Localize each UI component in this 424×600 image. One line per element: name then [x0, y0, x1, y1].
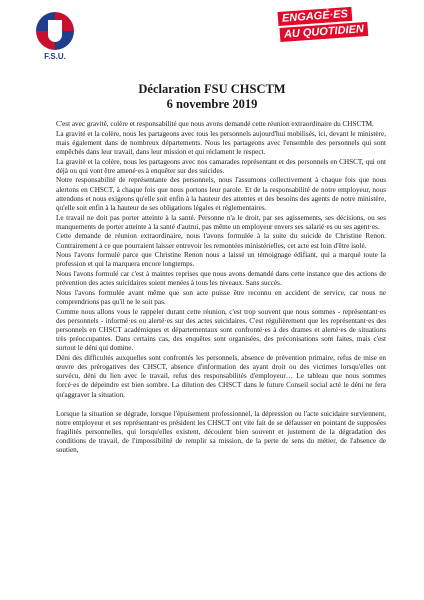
fsu-logo-text: F.S.U.	[44, 52, 66, 61]
paragraph: La gravité et la colère, nous les partageons avec nos camarades représentant et des personnels en CHSCT, qui ont déjà ou qui vont être amené·es à enquêter sur des suicides.	[56, 157, 386, 175]
paragraph: Le travail ne doit pas porter atteinte à la santé. Personne n'a le droit, par ses agissements, ses décisions, ou ses manquements de porter atteinte à la santé d'autrui, pas même un employeur envers ses salarié·es ou ses agent·es.	[56, 213, 386, 231]
title-line-1: Déclaration FSU CHSCTM	[138, 82, 286, 96]
paragraph: Nous l'avons formulé parce que Christine Renon nous a laissé un témoignage édifiant, qui a marqué toute la profession et qui la marquera encore longtemps.	[56, 251, 386, 269]
paragraph: Lorsque la situation se dégrade, lorsque l'épuisement professionnel, la dépression ou l'acte suicidaire surviennent, notre employeur et ses représentant·es président les CHSCT ont vite fait de se défausser en pointant de supposées fragilités personnelles, qui lorsqu'elles existent, découlent bien souvent et justement de la dégradation des conditions de travail, de l'impossibilité de remplir sa mission, de la perte de sens du métier, de l'absence de soutien,	[56, 409, 386, 455]
paragraph: Comme nous allons vous le rappeler durant cette réunion, c'est trop souvent que nous sommes - représentant·es des personnels - informé·es ou alerté·es sur des actes suicidaires. C'est régulièrement que les représentant·es des personnels en CHSCT académiques et départementaux sont confronté·es à des drames et alerté·es de situations très préoccupantes. Dans certains cas, des enquêtes sont organisées, des préconisations sont faites, mais c'est surtout le déni qui domine.	[56, 307, 386, 353]
document-body	[56, 120, 386, 456]
paragraph: Nous l'avons formulé car c'est à maintes reprises que nous avons demandé dans cette instance que des actions de prévention des actes suicidaires soient menées à tous les niveaux. Sans succès.	[56, 270, 386, 288]
paragraph: La gravité et la colère, nous les partageons avec tous les personnels aujourd'hui mobilisés, ici, devant le ministère, mais également dans de nombreux départements. Nous les partageons avec l'ensemble des personnels qui sont empêchés dans leur travail, dans leur mission et qui réclament le respect.	[56, 129, 386, 156]
paragraph: Cette demande de réunion extraordinaire, nous l'avons formulée à la suite du suicide de Christine Renon. Contrairement à ce que pourraient laisser entrevoir les remontées ministérielles, cet acte est loin d'être isolé.	[56, 232, 386, 250]
paragraph: Notre responsabilité de représentante des personnels, nous l'assumons collectivement à chaque fois que nous alertons en CHSCT, à chaque fois que nous portons leur parole. Et de la responsabilité de notre employeur, nous attendons et nous exigeons qu'elle soit enfin à la hauteur des attentes et des besoins des agents de notre ministère, qu'elle soit enfin à la hauteur de ses obligations légales et réglementaires.	[56, 176, 386, 212]
paragraph: Déni des difficultés auxquelles sont confrontés les personnels, absence de prévention primaire, refus de mise en œuvre des prérogatives des CHSCT, absence d'information des ayant droit ou des victimes lorsqu'elles ont survécu, déni du lien avec le travail, refus des responsabilités d'employeur… Le tableau que nous sommes forcé·es de dépeindre est bien sombre. La dilution des CHSCT dans le future Conseil social acté le déni ne fera qu'aggraver la situation.	[56, 353, 386, 399]
title-date: 6 novembre 2019	[166, 97, 258, 111]
paragraph: C'est avec gravité, colère et responsabilité que nous avons demandé cette réunion extraordinaire du CHSCTM.	[56, 120, 374, 128]
slogan-line-1: ENGAGÉ·ES	[278, 7, 353, 26]
slogan-banner	[278, 8, 388, 44]
slogan-line-2: AU QUOTIDIEN	[280, 22, 369, 42]
document-title	[0, 82, 424, 112]
fsu-logo-emblem	[36, 12, 74, 50]
paragraph: Nous l'avons formulée avant même que son acte puisse être reconnu en accident de service, car nous ne comprendrions pas qu'il ne le soit pas.	[56, 288, 386, 306]
fsu-logo	[36, 12, 74, 66]
